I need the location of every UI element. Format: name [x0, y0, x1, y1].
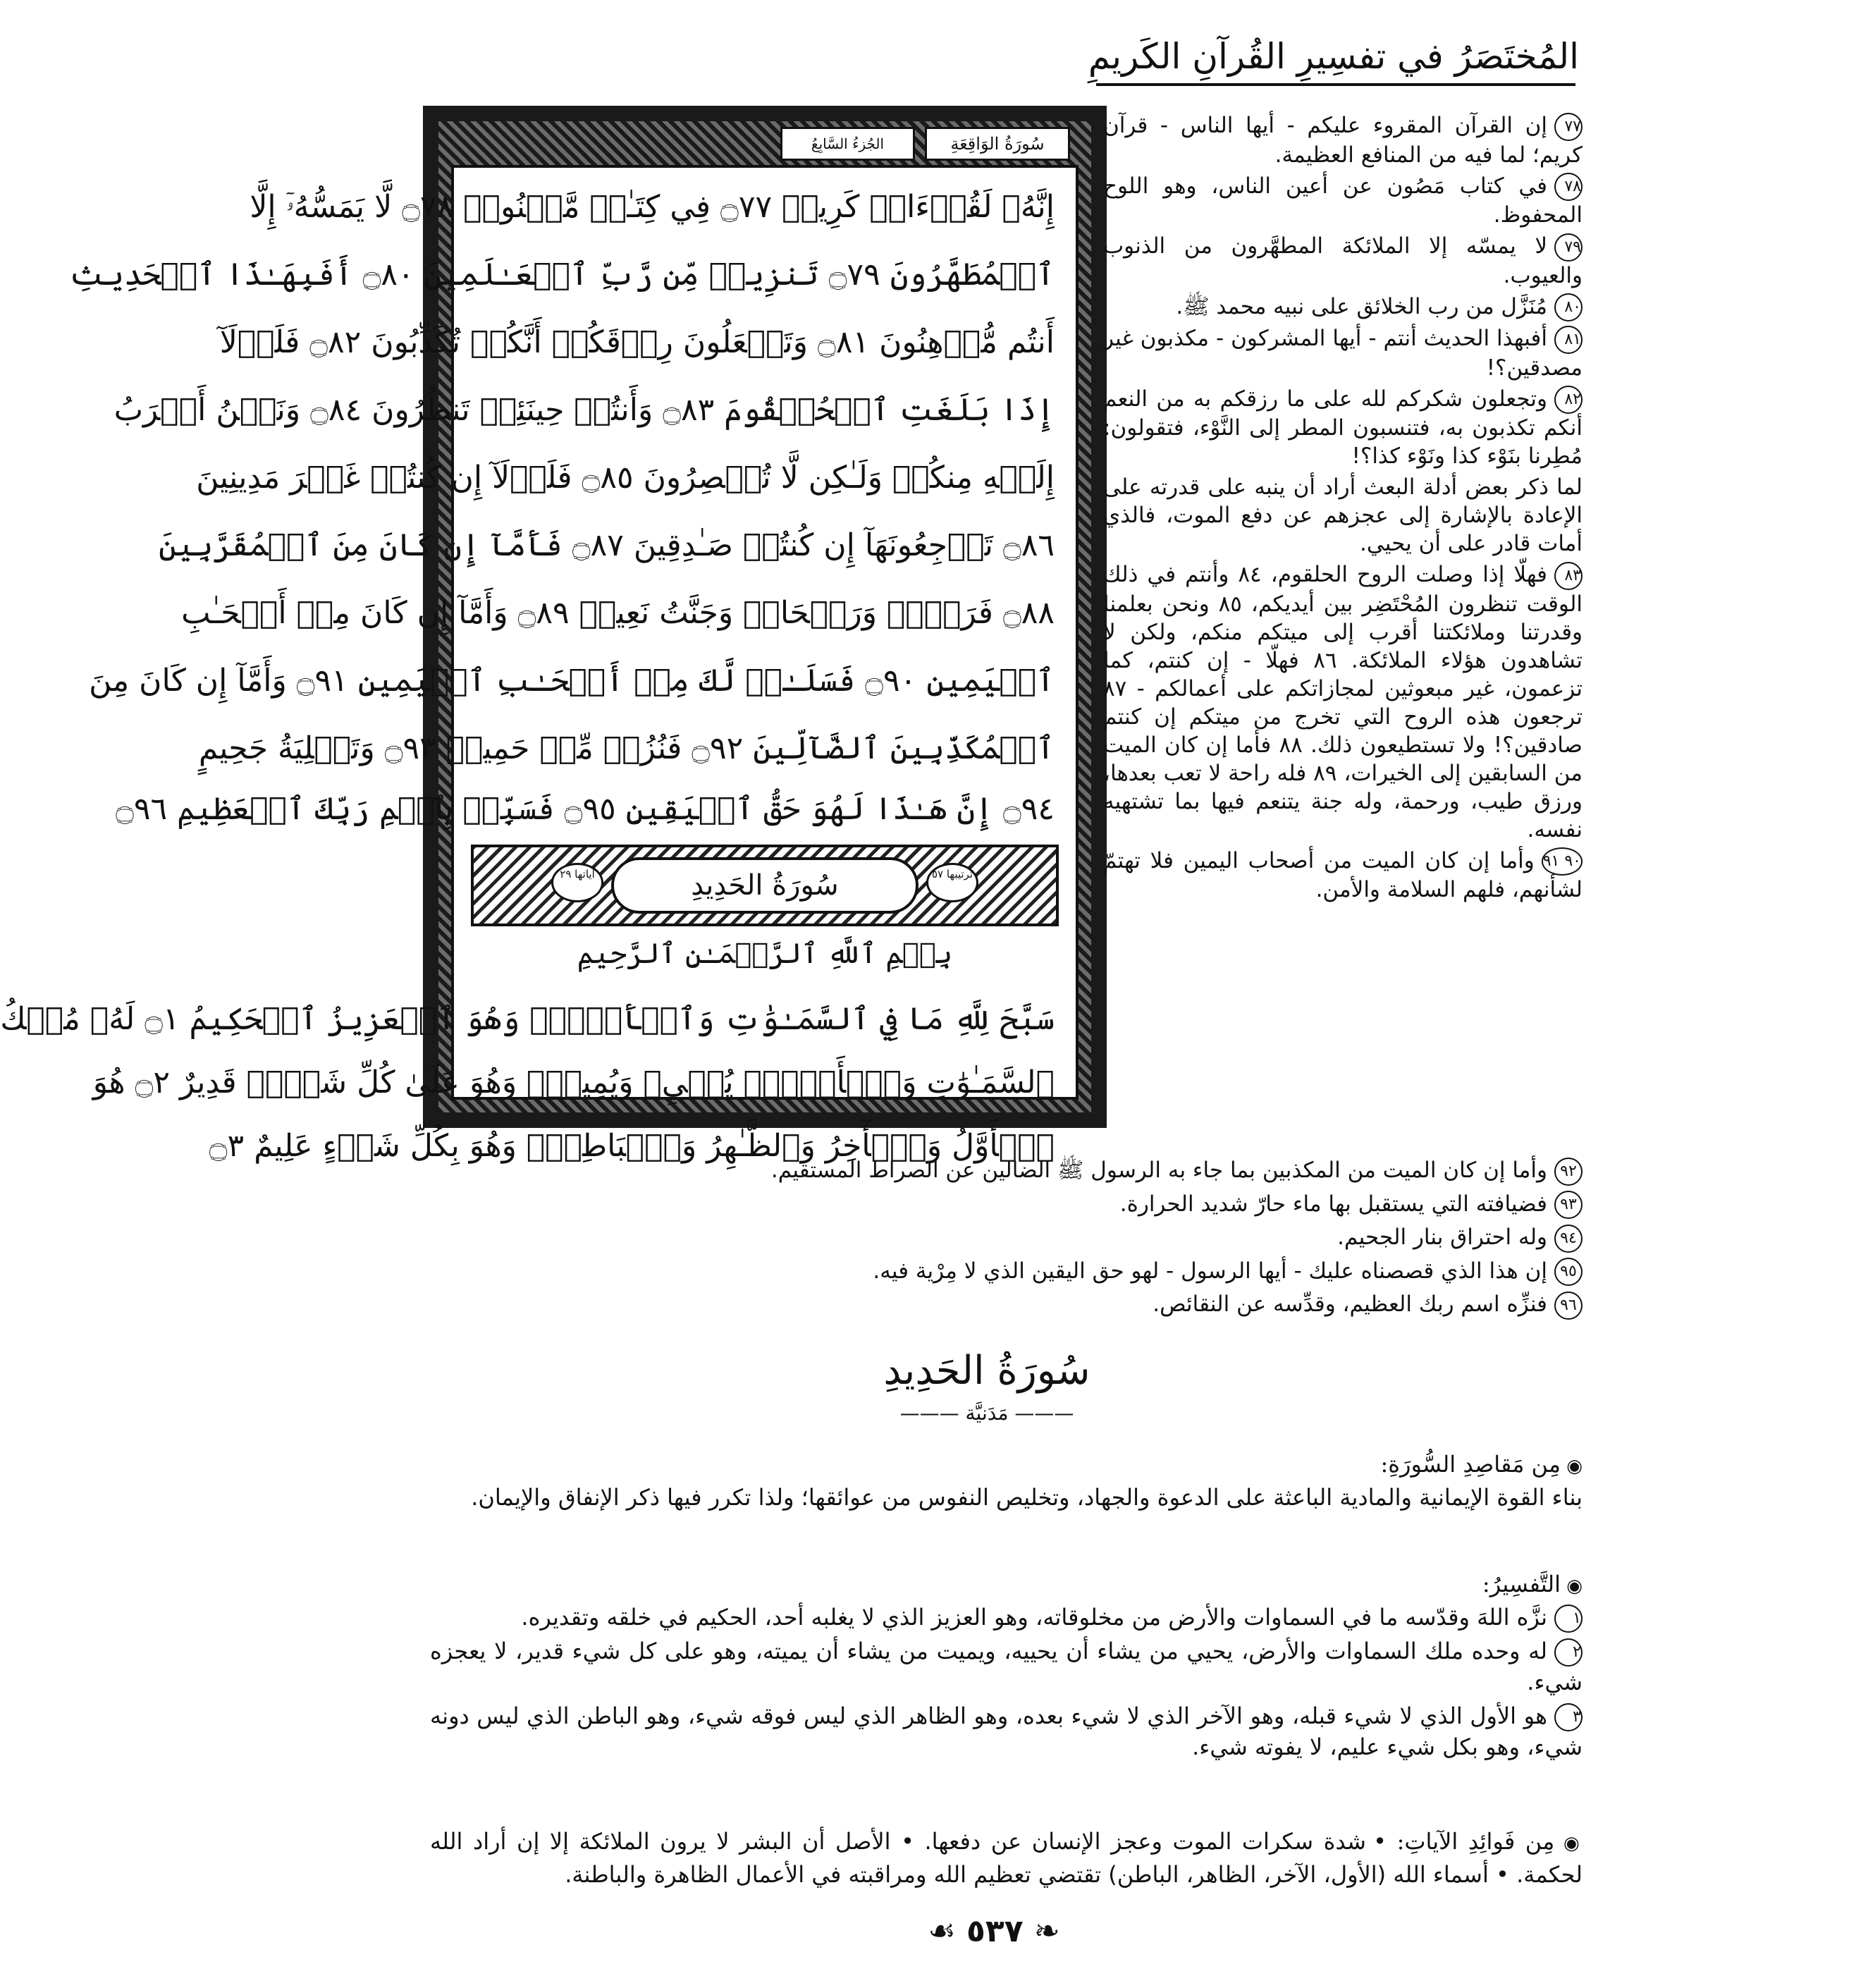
tafsir-entry: ٩٠ ٩١وأما إن كان الميت من أصحاب اليمين فلا تهتمّ لشأنهم، فلهم السلامة والأمن. — [1103, 847, 1583, 902]
benefits-block — [430, 1826, 1583, 1890]
tafsir-wide-block — [430, 1156, 1583, 1320]
verse-number-icon: ٧٨ — [1554, 173, 1583, 201]
verse-number-icon: ٢ — [1554, 1638, 1583, 1667]
tafsir-entry: ٩٢وأما إن كان الميت من المكذبين بما جاء به الرسول ﷺ الضالين عن الصراط المستقيم. — [430, 1156, 1583, 1186]
tafsir-entry: ٩٣فضيافته التي يستقبل بها ماء حارّ شديد الحرارة. — [430, 1190, 1583, 1220]
verse-number-icon: ٩٢ — [1554, 1158, 1583, 1186]
verse-line: ٱلۡمُكَذِّبِينَ ٱلضَّآلِّينَ ۝٩٢ فَنُزُلࣱ مِّنۡ حَمِيمࣲ ۝٩٣ وَتَصۡلِيَةُ جَحِيمٍ — [198, 730, 1055, 766]
objectives-block — [430, 1449, 1583, 1513]
verse-line: سَبَّحَ لِلَّهِ مَا فِي ٱلسَّمَـٰوَٰتِ وَٱلۡأَرۡضِۖ وَهُوَ ٱلۡعَزِيزُ ٱلۡحَكِيمُ ۝١ لَهُۥ مُلۡكُ — [0, 1001, 1055, 1037]
verse-number-icon: ٩٠ ٩١ — [1542, 847, 1583, 876]
hadid-tafsir-block — [430, 1569, 1583, 1762]
verse-number-icon: ٣ — [1554, 1703, 1583, 1731]
verse-number-icon: ٨١ — [1554, 326, 1583, 354]
verse-line: ٱلۡيَمِينِ ۝٩٠ فَسَلَـٰمࣱ لَّكَ مِنۡ أَصۡحَـٰبِ ٱلۡيَمِينِ ۝٩١ وَأَمَّآ إِن كَانَ مِنَ — [89, 663, 1055, 699]
verse-line: ۝٩٤ إِنَّ هَـٰذَا لَهُوَ حَقُّ ٱلۡيَقِينِ ۝٩٥ فَسَبِّحۡ بِٱسۡمِ رَبِّكَ ٱلۡعَظِيمِ ۝٩٦ — [116, 791, 1055, 827]
verse-line: ٱلۡأَوَّلُ وَٱلۡأٓخِرُ وَٱلظَّـٰهِرُ وَٱلۡبَاطِنُۖ وَهُوَ بِكُلِّ شَيۡءٍ عَلِيمٌ ۝٣ — [209, 1128, 1055, 1164]
tafsir-heading: ◉ التَّفسِيرُ: — [430, 1569, 1583, 1602]
surah-ayat-badge: آياتها ٢٩ — [551, 863, 603, 902]
verse-number-icon: ٨٢ — [1554, 386, 1583, 414]
verse-line: أَنتُم مُّدۡهِنُونَ ۝٨١ وَتَجۡعَلُونَ رِزۡقَكُمۡ أَنَّكُمۡ تُكَذِّبُونَ ۝٨٢ فَلَوۡلَآ — [219, 324, 1055, 360]
running-title: المُختَصَرُ في تفسِيرِ القُرآنِ الكَريمِ — [1088, 36, 1579, 77]
tafsir-entry: ٣هو الأول الذي لا شيء قبله، وهو الآخر الذي لا شيء بعده، وهو الظاهر الذي ليس فوقه شيء، وهو الباطن الذي ليس دونه شيء، وهو بكل شيء عليم، لا يفوته شيء. — [430, 1702, 1583, 1760]
objectives-text: بناء القوة الإيمانية والمادية الباعثة على الدعوة والجهاد، وتخليص النفوس من عوائقها؛ ولذا تكرر فيها ذكر الإنفاق والإيمان. — [471, 1484, 1583, 1511]
objectives-heading: ◉ مِن مَقاصِدِ السُّورَةِ: — [430, 1449, 1583, 1482]
tafsir-entry: ٧٧إن القرآن المقروء عليكم - أيها الناس - قرآن كريم؛ لما فيه من المنافع العظيمة. — [1103, 113, 1583, 168]
quran-text-area — [0, 165, 1079, 1164]
verse-number-icon: ٨٠ — [1554, 293, 1583, 321]
tafsir-entry: ٩٤وله احتراق بنار الجحيم. — [430, 1223, 1583, 1253]
tafsir-entry: ٧٩لا يمسّه إلا الملائكة المطهَّرون من الذنوب والعيوب. — [1103, 233, 1583, 288]
surah-banner — [471, 845, 1059, 926]
verse-line: إِذَا بَلَغَتِ ٱلۡحُلۡقُومَ ۝٨٣ وَأَنتُمۡ حِينَئِذࣲ تَنظُرُونَ ۝٨٤ وَنَحۡنُ أَقۡرَبُ — [113, 392, 1055, 428]
tafsir-entry: ٨٢وتجعلون شكركم لله على ما رزقكم به من النعم أنكم تكذبون به، فتنسبون المطر إلى النَّوْء، فتقولون: مُطِرنا بنَوْء كذا ونَوْء كذا؟! — [1103, 386, 1583, 469]
benefits-text: • شدة سكرات الموت وعجز الإنسان عن دفعها. • الأصل أن البشر لا يرون الملائكة إلا إن أراد الله لحكمة. • أسماء الله (الأول، الآخر، الظاهر، الباطن) تقتضي تعظيم الله ومراقبته في الأعمال الظاهرة والباطنة. — [430, 1828, 1583, 1888]
page-number: ❧ ٥٣٧ ☙ — [928, 1913, 1060, 1949]
verse-line: ۝٨٨ فَرَوۡحࣱ وَرَيۡحَانࣱ وَجَنَّتُ نَعِيمࣲ ۝٨٩ وَأَمَّآ إِن كَانَ مِنۡ أَصۡحَـٰبِ — [181, 595, 1055, 631]
section-type: ——— مَدَنيَّة ——— — [899, 1401, 1074, 1425]
tafsir-entry: ٩٦فنزِّه اسم ربك العظيم، وقدِّسه عن النقائص. — [430, 1290, 1583, 1320]
tafsir-right-column — [1103, 111, 1583, 904]
tafsir-entry: ٩٥إن هذا الذي قصصناه عليك - أيها الرسول - لهو حق اليقين الذي لا مِرْية فيه. — [430, 1257, 1583, 1287]
surah-label: سُورَةُ الوَاقِعَةِ — [925, 127, 1070, 161]
tafsir-entry: ٨١أفبهذا الحديث أنتم - أيها المشركون - مكذبون غير مصدقين؟! — [1103, 326, 1583, 381]
verse-number-icon: ٩٥ — [1554, 1258, 1583, 1286]
verse-line: ۝٨٦ تَرۡجِعُونَهَآ إِن كُنتُمۡ صَـٰدِقِينَ ۝٨٧ فَأَمَّآ إِن كَانَ مِنَ ٱلۡمُقَرَّبِينَ — [159, 527, 1055, 563]
tafsir-note: لما ذكر بعض أدلة البعث أراد أن ينبه على قدرته على الإعادة بالإشارة إلى عجزهم عن دفع الموت، فالذي أمات قادر على أن يحيي. — [1103, 474, 1583, 556]
verse-number-icon: ٩٣ — [1554, 1191, 1583, 1219]
quran-frame — [0, 106, 1107, 1164]
verse-number-icon: ٩٤ — [1554, 1225, 1583, 1253]
verse-number-icon: ٧٩ — [1554, 233, 1583, 262]
basmala: بِسۡمِ ٱللَّهِ ٱلرَّحۡمَـٰنِ ٱلرَّحِيمِ — [577, 938, 953, 970]
juz-label: الجُزءُ السَّابِعُ — [780, 127, 915, 161]
surah-order-badge: ترتيبها ٥٧ — [926, 863, 978, 902]
verse-line: إِنَّهُۥ لَقُرۡءَانࣱ كَرِيمࣱ ۝٧٧ فِي كِتَـٰبࣲ مَّكۡنُونࣲ ۝٧٨ لَّا يَمَسُّهُۥٓ إِلَّا — [250, 189, 1055, 225]
surah-banner-title: سُورَةُ الحَدِيدِ — [611, 857, 918, 914]
verse-number-icon: ٧٧ — [1554, 113, 1583, 141]
benefits-heading: ◉ مِن فَوائِدِ الآياتِ: — [1397, 1828, 1583, 1855]
tafsir-entry: ١نزَّه اللهَ وقدّسه ما في السماوات والأرض من مخلوقاته، وهو العزيز الذي لا يغلبه أحد، الحكيم في خلقه وتقديره. — [430, 1602, 1583, 1633]
tafsir-entry: ٢له وحده ملك السماوات والأرض، يحيي من يشاء أن يحييه، ويميت من يشاء أن يميته، وهو على كل شيء قدير، لا يعجزه شيء. — [430, 1638, 1583, 1695]
tafsir-entry: ٨٠مُنَزَّل من رب الخلائق على نبيه محمد ﷺ. — [1103, 293, 1583, 322]
verse-number-icon: ٩٦ — [1554, 1291, 1583, 1320]
header-rule — [1096, 83, 1575, 86]
tafsir-entry: ٨٣فهلّا إذا وصلت الروح الحلقوم، ٨٤ وأنتم في ذلك الوقت تنظرون المُحْتَضِر بين أيديكم، ٨٥ ونحن بعلمنا وقدرتنا وملائكتنا أقرب إلى ميتكم منكم، ولكن لا تشاهدون هؤلاء الملائكة. ٨٦ فهلّا - إن كنتم، كما تزعمون، غير مبعوثين لمجازاتكم على أعمالكم - ٨٧ ترجعون هذه الروح التي تخرج من ميتكم إن كنتم صادقين؟! ولا تستطيعون ذلك. ٨٨ فأما إن كان الميت من السابقين إلى الخيرات، ٨٩ فله راحة لا تعب بعدها، ورزق طيب، ورحمة، وله جنة يتنعم فيها بما تشتهيه نفسه. — [1103, 562, 1583, 842]
verse-line: إِلَيۡهِ مِنكُمۡ وَلَـٰكِن لَّا تُبۡصِرُونَ ۝٨٥ فَلَوۡلَآ إِن كُنتُمۡ غَيۡرَ مَدِينِينَ — [196, 460, 1055, 496]
verse-line: ٱلسَّمَـٰوَٰتِ وَٱلۡأَرۡضِۖ يُحۡيِۦ وَيُمِيتُۖ وَهُوَ عَلَىٰ كُلِّ شَيۡءࣲ قَدِيرٌ ۝٢ هُوَ — [92, 1064, 1055, 1100]
verse-number-icon: ١ — [1554, 1604, 1583, 1633]
tafsir-entry: ٧٨في كتاب مَصُون عن أعين الناس، وهو اللوح المحفوظ. — [1103, 173, 1583, 228]
section-title: سُورَةُ الحَدِيدِ — [883, 1348, 1090, 1394]
verse-number-icon: ٨٣ — [1554, 562, 1583, 590]
verse-line: ٱلۡمُطَهَّرُونَ ۝٧٩ تَنزِيلࣱ مِّن رَّبِّ ٱلۡعَـٰلَمِينَ ۝٨٠ أَفَبِهَـٰذَا ٱلۡحَدِيثِ — [69, 257, 1055, 293]
